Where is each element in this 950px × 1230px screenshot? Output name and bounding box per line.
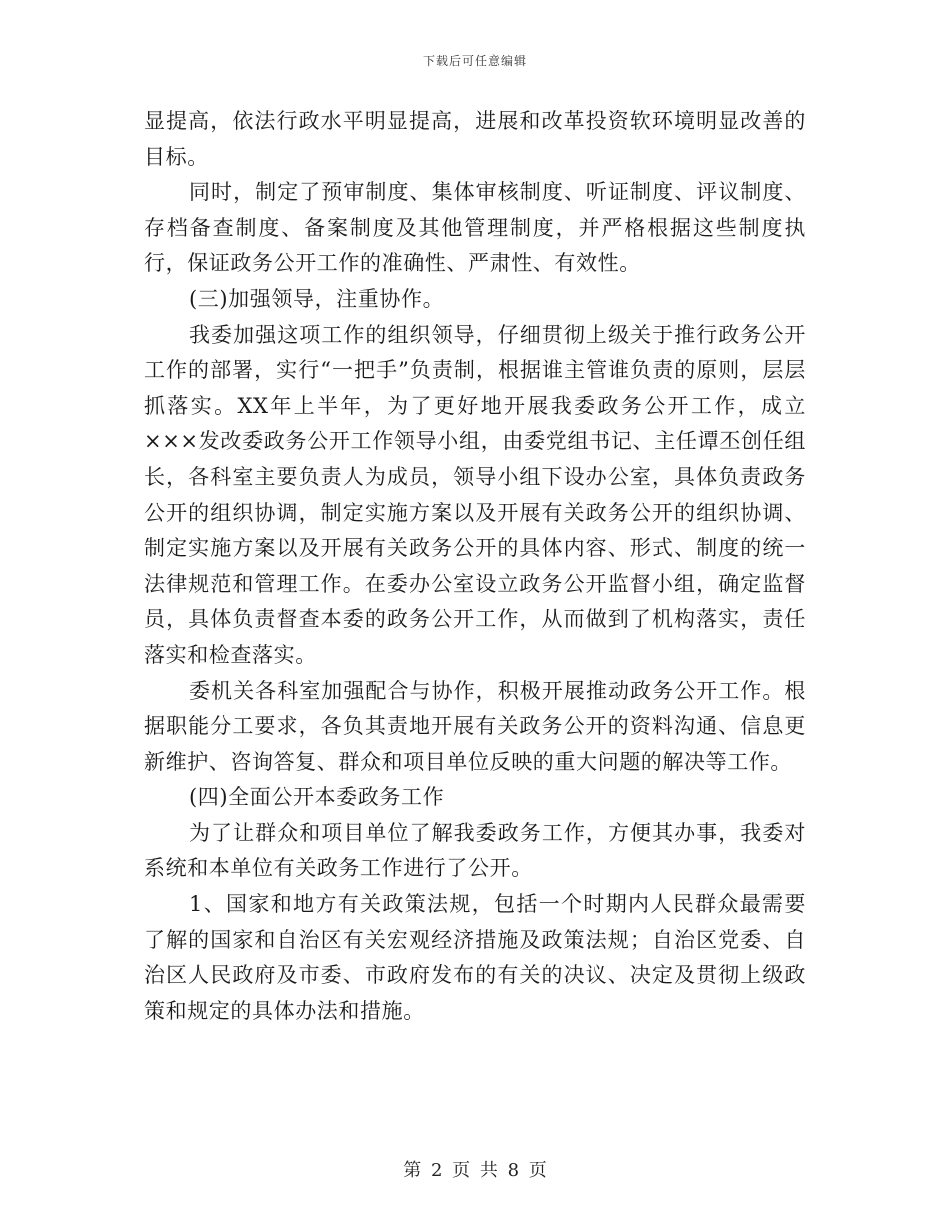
download-note: 下载后可任意编辑	[422, 54, 527, 68]
page-number: 第 2 页 共 8 页	[403, 1160, 547, 1181]
paragraph-5: 委机关各科室加强配合与协作，积极开展推动政务公开工作。根据职能分工要求，各负其责地开展有关政务公开的资料沟通、信息更新维护、咨询答复、群众和项目单位反映的重大问题的解决等工作。	[144, 678, 806, 774]
paragraph-4: 我委加强这项工作的组织领导，仔细贯彻上级关于推行政务公开工作的部署，实行“一把手”负责制，根据谁主管谁负责的原则，层层抓落实。XX年上半年，为了更好地开展我委政务公开工作，成立×××发改委政务公开工作领导小组，由委党组书记、主任谭丕创任组长，各科室主要负责人为成员，领导小组下设办公室，具体负责政务公开的组织协调，制定实施方案以及开展有关政务公开的组织协调、制定实施方案以及开展有关政务公开的具体内容、形式、制度的统一法律规范和管理工作。在委办公室设立政务公开监督小组，确定监督员，具体负责督查本委的政务公开工作，从而做到了机构落实，责任落实和检查落实。	[144, 322, 806, 667]
paragraph-8: 1、国家和地方有关政策法规，包括一个时期内人民群众最需要了解的国家和自治区有关宏观经济措施及政策法规；自治区党委、自治区人民政府及市委、市政府发布的有关的决议、决定及贯彻上级政策和规定的具体办法和措施。	[144, 892, 806, 1023]
document-body	[144, 104, 806, 1029]
paragraph-1: 显提高，依法行政水平明显提高，进展和改革投资软环境明显改善的目标。	[144, 109, 806, 169]
section-heading-4: (四)全面公开本委政务工作	[189, 785, 445, 810]
section-heading-3: (三)加强领导，注重协作。	[189, 286, 445, 311]
paragraph-7: 为了让群众和项目单位了解我委政务工作，方便其办事，我委对系统和本单位有关政务工作进行了公开。	[144, 820, 806, 881]
paragraph-2: 同时，制定了预审制度、集体审核制度、听证制度、评议制度、存档备查制度、备案制度及其他管理制度，并严格根据这些制度执行，保证政务公开工作的准确性、严肃性、有效性。	[144, 180, 806, 276]
